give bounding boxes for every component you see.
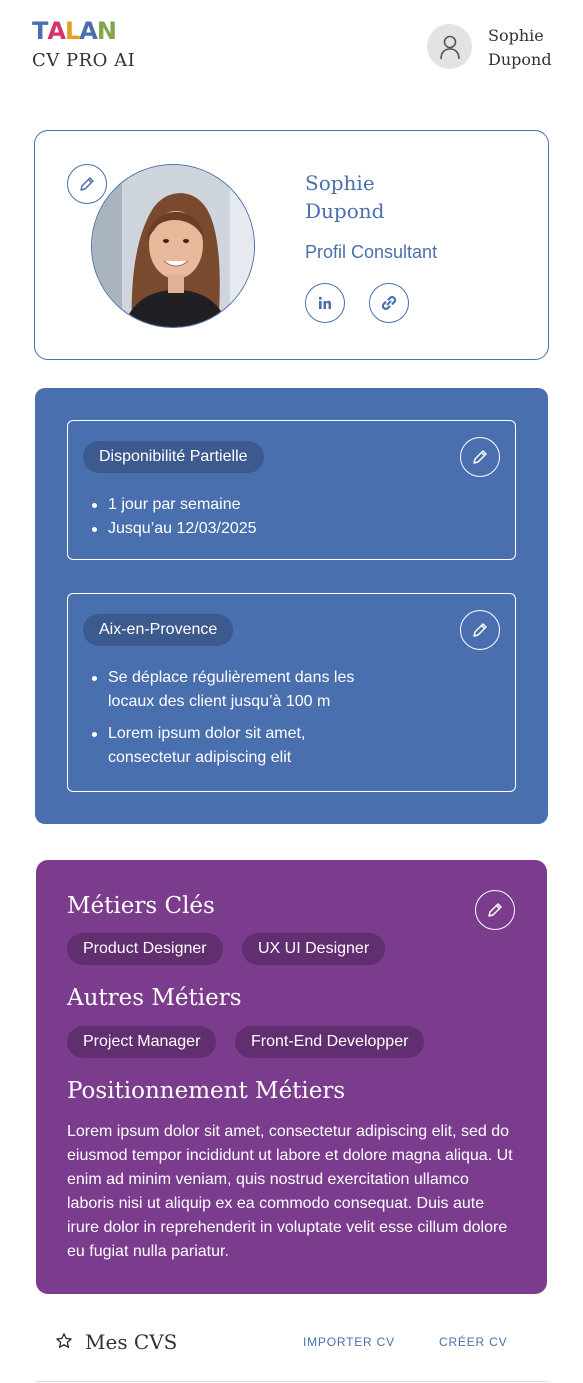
location-card [67,593,516,792]
edit-availability-button[interactable] [460,437,500,477]
profile-name [305,169,465,225]
user-last-name: Dupond [488,50,552,69]
cvs-bar [35,1318,550,1382]
link-button[interactable] [369,283,409,323]
user-avatar[interactable] [427,24,472,69]
profile-first-name: Sophie [305,171,375,195]
location-list [90,666,390,770]
logo-letter: T [32,17,48,45]
profile-role: Profil Consultant [305,242,438,262]
other-metier-chip: Front-End Developper [235,1026,424,1058]
list-item: Se déplace régulièrement dans les locaux des client jusqu’à 100 m [90,666,390,714]
list-item: Jusqu’au 12/03/2025 [90,517,257,541]
pencil-icon [471,621,489,639]
pencil-icon [78,175,96,193]
list-item: Lorem ipsum dolor sit amet, consectetur adipiscing elit [90,722,390,770]
create-cv-button[interactable]: CRÉER CV [439,1335,508,1349]
availability-section [35,388,548,824]
logo-letter: N [96,17,116,45]
availability-card [67,420,516,560]
portrait-image [92,165,255,328]
positionnement-title: Positionnement Métiers [67,1078,346,1104]
key-metier-chip: UX UI Designer [242,933,385,965]
talan-logo[interactable] [32,19,116,43]
user-first-name: Sophie [488,26,544,45]
other-metier-chip: Project Manager [67,1026,216,1058]
user-icon [439,34,461,60]
availability-list [90,493,257,541]
profile-photo [91,164,255,328]
profile-last-name: Dupond [305,199,385,223]
star-icon[interactable] [55,1332,73,1350]
other-metiers-title: Autres Métiers [67,985,242,1011]
location-chip: Aix-en-Provence [83,614,233,646]
app-header [0,0,583,90]
linkedin-button[interactable] [305,283,345,323]
logo-letter: L [64,17,80,45]
user-name[interactable] [488,24,568,72]
logo-letter: A [79,17,97,45]
list-item: 1 jour par semaine [90,493,257,517]
pencil-icon [486,901,504,919]
cvs-title: Mes CVS [85,1330,178,1354]
profile-card [34,130,549,360]
positionnement-text: Lorem ipsum dolor sit amet, consectetur adipiscing elit, sed do eiusmod tempor incididunt ut labore et dolore magna aliqua. Ut enim ad minim veniam, quis nostrud exercitation ullamco laboris nisi ut aliquip ex ea commodo consequat. Duis aute irure dolor in reprehenderit in voluptate velit esse cillum dolore eu fugiat nulla pariatur. [67,1123,513,1260]
pencil-icon [471,448,489,466]
edit-metiers-button[interactable] [475,890,515,930]
key-metier-chip: Product Designer [67,933,223,965]
linkedin-icon [318,296,332,310]
link-icon [381,295,397,311]
app-name: CV PRO AI [32,50,136,71]
metiers-section [36,860,547,1294]
edit-photo-button[interactable] [67,164,107,204]
availability-chip: Disponibilité Partielle [83,441,264,473]
import-cv-button[interactable]: IMPORTER CV [303,1335,395,1349]
edit-location-button[interactable] [460,610,500,650]
logo-letter: A [47,17,65,45]
key-metiers-title: Métiers Clés [67,893,215,919]
